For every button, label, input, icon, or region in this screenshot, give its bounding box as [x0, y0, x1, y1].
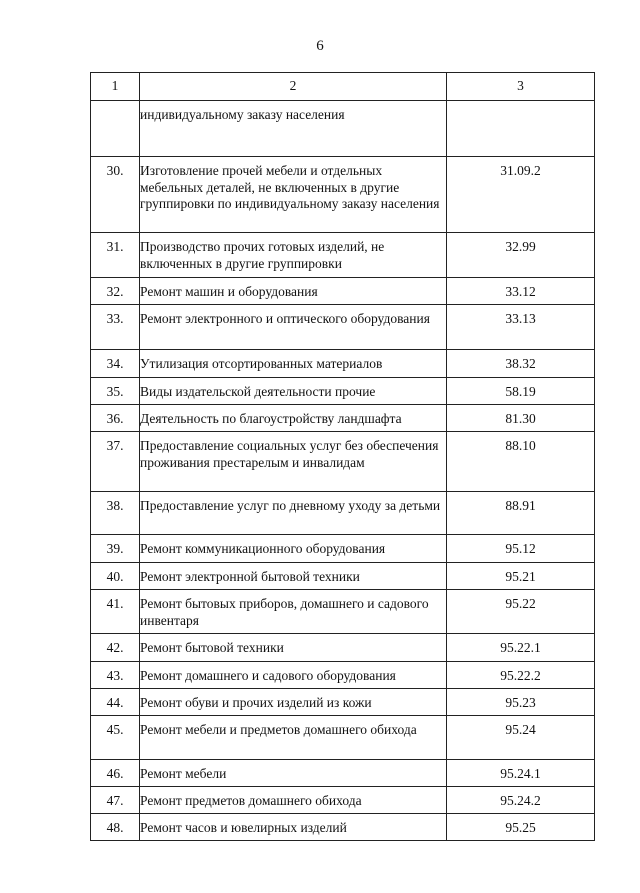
- activity-code-text: 95.24.1: [500, 766, 541, 781]
- activity-code: [447, 101, 595, 157]
- table-header-row: [91, 73, 595, 101]
- activity-name: [140, 278, 447, 305]
- activity-code: [447, 278, 595, 305]
- table-row: [91, 305, 595, 350]
- row-number: [91, 563, 140, 590]
- row-number-text: 32.: [106, 284, 124, 299]
- row-number-text: 37.: [106, 438, 124, 453]
- row-number: [91, 305, 140, 350]
- activity-code: [447, 814, 595, 841]
- row-number-text: 43.: [106, 668, 124, 683]
- activity-code: [447, 405, 595, 432]
- table-row: [91, 787, 595, 814]
- activity-name: [140, 760, 447, 787]
- table-row: [91, 350, 595, 378]
- activity-name-text: Производство прочих готовых изделий, не включенных в другие группировки: [140, 239, 385, 271]
- activity-name-text: Виды издательской деятельности прочие: [140, 384, 376, 399]
- activity-name-text: Ремонт бытовой техники: [140, 640, 284, 655]
- row-number-text: [91, 101, 139, 107]
- row-number: [91, 689, 140, 716]
- header-col-2: 2: [140, 73, 447, 101]
- row-number-text: 38.: [106, 498, 124, 513]
- activity-code-text: 88.10: [505, 438, 536, 453]
- activity-name-text: Утилизация отсортированных материалов: [140, 356, 383, 371]
- activity-code-text: 81.30: [505, 411, 536, 426]
- table-body: [91, 73, 595, 841]
- activity-code-text: 33.13: [505, 311, 536, 326]
- activity-name-text: Ремонт электронной бытовой техники: [140, 569, 360, 584]
- row-number-text: 41.: [106, 596, 124, 611]
- activity-code-text: 95.22: [505, 596, 536, 611]
- activity-name: [140, 535, 447, 563]
- activity-name: [140, 157, 447, 233]
- activity-code: [447, 305, 595, 350]
- activity-name-text: Изготовление прочей мебели и отдельных мебельных деталей, не включенных в другие группировки по индивидуальному заказу населения: [140, 163, 440, 211]
- activity-name: [140, 101, 447, 157]
- activity-code: [447, 350, 595, 378]
- activity-code-text: 95.24.2: [500, 793, 541, 808]
- activity-name-text: Ремонт домашнего и садового оборудования: [140, 668, 396, 683]
- row-number: [91, 492, 140, 535]
- activity-code-text: 32.99: [505, 239, 536, 254]
- activity-code-text: 31.09.2: [500, 163, 541, 178]
- row-number: [91, 590, 140, 634]
- activity-name-text: Ремонт предметов домашнего обихода: [140, 793, 362, 808]
- activity-code: [447, 760, 595, 787]
- table-row: [91, 101, 595, 157]
- activity-name-text: Предоставление услуг по дневному уходу за детьми: [140, 498, 441, 513]
- activity-code: [447, 787, 595, 814]
- row-number: [91, 716, 140, 760]
- activity-codes-table: [90, 72, 595, 841]
- row-number: [91, 787, 140, 814]
- activity-name: [140, 305, 447, 350]
- activity-code-text: 33.12: [505, 284, 536, 299]
- table-row: [91, 278, 595, 305]
- table-row: [91, 662, 595, 689]
- activity-name: [140, 405, 447, 432]
- table-row: [91, 634, 595, 662]
- activity-name: [140, 689, 447, 716]
- activity-name: [140, 378, 447, 405]
- row-number: [91, 350, 140, 378]
- row-number-text: 34.: [106, 356, 124, 371]
- activity-name-text: Ремонт коммуникационного оборудования: [140, 541, 386, 556]
- activity-name: [140, 432, 447, 492]
- row-number-text: 44.: [106, 695, 124, 710]
- activity-code-text: 95.23: [505, 695, 536, 710]
- activity-code-text: 95.12: [505, 541, 536, 556]
- row-number-text: 47.: [106, 793, 124, 808]
- activity-name: [140, 814, 447, 841]
- activity-name-text: Ремонт бытовых приборов, домашнего и садового инвентаря: [140, 596, 429, 628]
- row-number: [91, 535, 140, 563]
- table-row: [91, 233, 595, 278]
- row-number: [91, 432, 140, 492]
- row-number-text: 45.: [106, 722, 124, 737]
- activity-name: [140, 590, 447, 634]
- activity-name: [140, 233, 447, 278]
- activity-code: [447, 432, 595, 492]
- activity-code: [447, 563, 595, 590]
- activity-code-text: 58.19: [505, 384, 536, 399]
- activity-name: [140, 492, 447, 535]
- activity-code-text: 95.22.2: [500, 668, 541, 683]
- row-number-text: 36.: [106, 411, 124, 426]
- activity-name: [140, 662, 447, 689]
- activity-code: [447, 535, 595, 563]
- row-number: [91, 662, 140, 689]
- activity-code-text: 88.91: [505, 498, 536, 513]
- row-number: [91, 634, 140, 662]
- row-number-text: 42.: [106, 640, 124, 655]
- table-row: [91, 492, 595, 535]
- table-row: [91, 405, 595, 432]
- table-row: [91, 814, 595, 841]
- row-number-text: 40.: [106, 569, 124, 584]
- row-number-text: 39.: [106, 541, 124, 556]
- activity-code-text: 95.25: [505, 820, 536, 835]
- activity-name: [140, 350, 447, 378]
- row-number: [91, 378, 140, 405]
- activity-name-text: Ремонт электронного и оптического оборудования: [140, 311, 430, 326]
- table-row: [91, 760, 595, 787]
- activity-code: [447, 634, 595, 662]
- row-number: [91, 233, 140, 278]
- row-number: [91, 814, 140, 841]
- activity-name-text: Ремонт обуви и прочих изделий из кожи: [140, 695, 372, 710]
- activity-name-text: Ремонт мебели и предметов домашнего обихода: [140, 722, 417, 737]
- activity-code: [447, 662, 595, 689]
- activity-code-text: [447, 101, 594, 107]
- activity-code: [447, 378, 595, 405]
- table-row: [91, 535, 595, 563]
- activity-name: [140, 634, 447, 662]
- row-number-text: 33.: [106, 311, 124, 326]
- activity-code: [447, 590, 595, 634]
- row-number-text: 30.: [106, 163, 124, 178]
- activity-name: [140, 787, 447, 814]
- activity-code: [447, 233, 595, 278]
- activity-name-text: Предоставление социальных услуг без обеспечения проживания престарелым и инвалидам: [140, 438, 439, 470]
- row-number: [91, 760, 140, 787]
- activity-code-text: 38.32: [505, 356, 536, 371]
- table-row: [91, 716, 595, 760]
- activity-name-text: Ремонт часов и ювелирных изделий: [140, 820, 347, 835]
- activity-name: [140, 716, 447, 760]
- table-row: [91, 432, 595, 492]
- table-row: [91, 590, 595, 634]
- table-row: [91, 689, 595, 716]
- activity-code-text: 95.24: [505, 722, 536, 737]
- row-number: [91, 101, 140, 157]
- activity-code: [447, 492, 595, 535]
- row-number-text: 31.: [106, 239, 124, 254]
- row-number: [91, 405, 140, 432]
- row-number: [91, 278, 140, 305]
- activity-name-text: индивидуальному заказу населения: [140, 107, 345, 122]
- row-number-text: 46.: [106, 766, 124, 781]
- activity-code: [447, 157, 595, 233]
- page-number: 6: [316, 38, 324, 54]
- activity-code-text: 95.21: [505, 569, 536, 584]
- header-col-3: 3: [447, 73, 595, 101]
- table-row: [91, 157, 595, 233]
- table-row: [91, 378, 595, 405]
- table-row: [91, 563, 595, 590]
- activity-code: [447, 716, 595, 760]
- row-number-text: 48.: [106, 820, 124, 835]
- header-col-1: 1: [91, 73, 140, 101]
- activity-name-text: Ремонт машин и оборудования: [140, 284, 318, 299]
- row-number: [91, 157, 140, 233]
- row-number-text: 35.: [106, 384, 124, 399]
- activity-name-text: Деятельность по благоустройству ландшафта: [140, 411, 402, 426]
- activity-code: [447, 689, 595, 716]
- activity-name: [140, 563, 447, 590]
- activity-code-text: 95.22.1: [500, 640, 541, 655]
- activity-name-text: Ремонт мебели: [140, 766, 227, 781]
